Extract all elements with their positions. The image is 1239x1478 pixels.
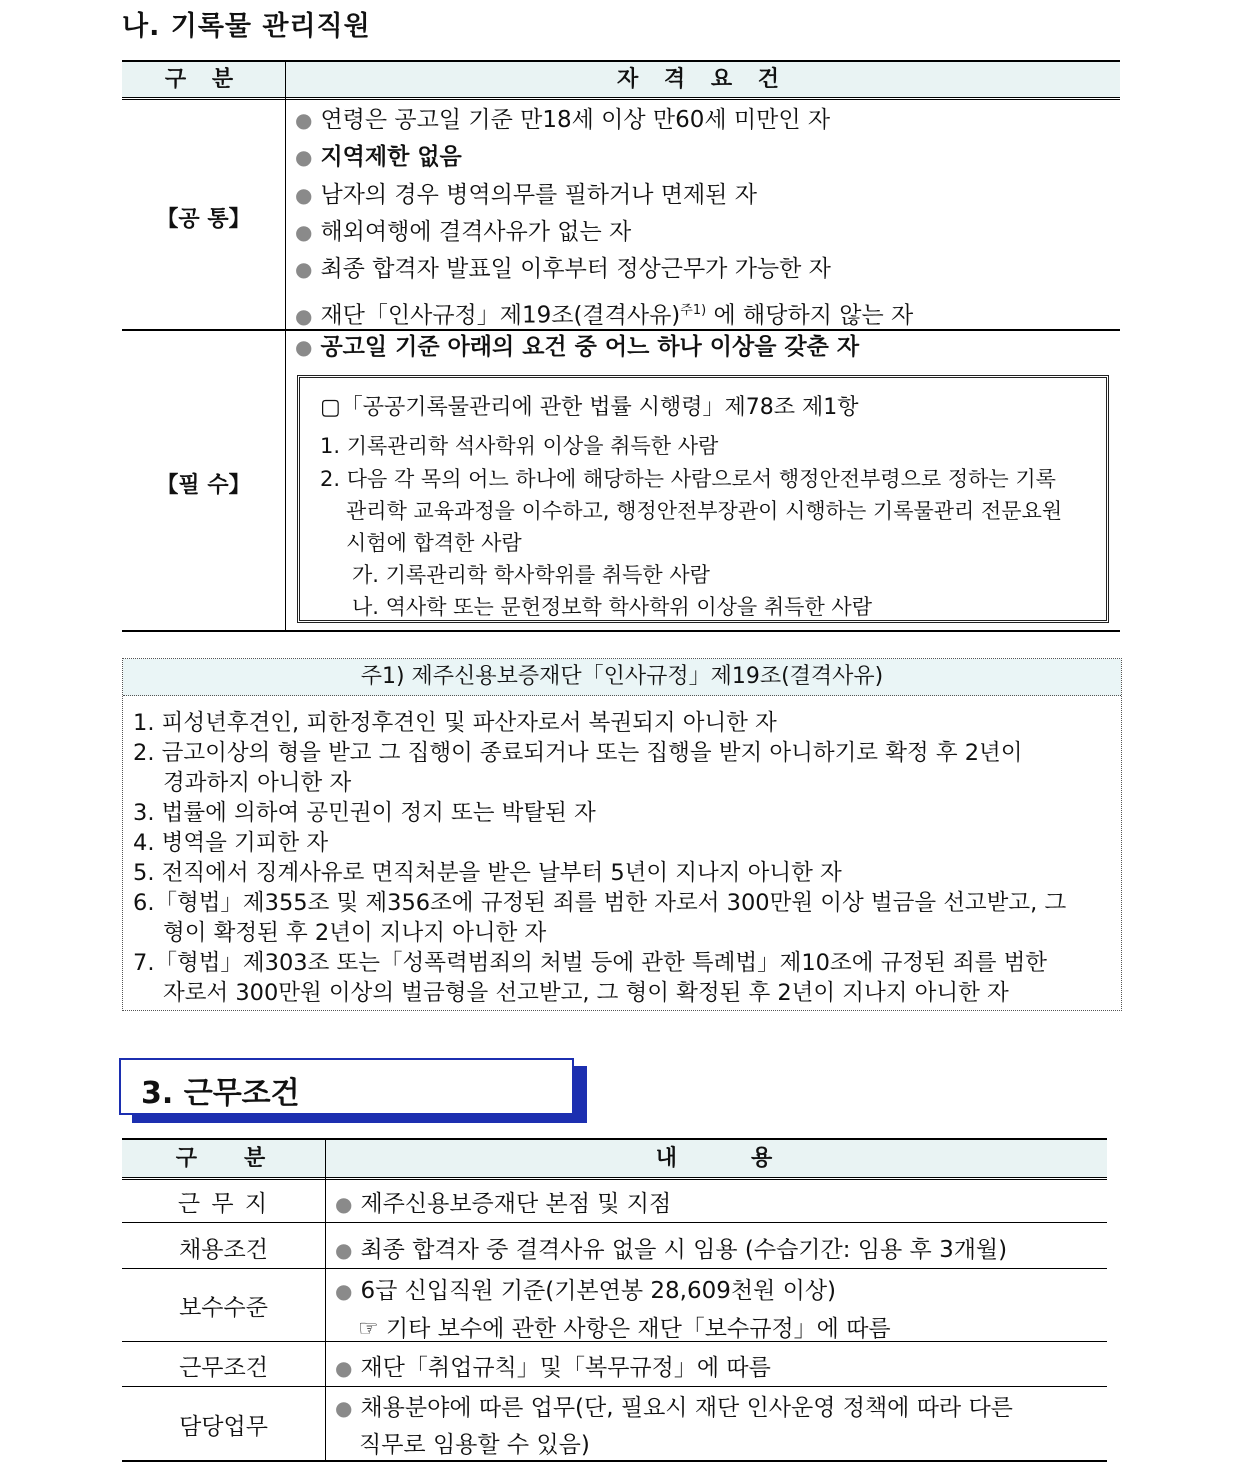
note-line: 5. 전직에서 징계사유로 면직처분을 받은 날부터 5년이 지나지 아니한 자: [133, 860, 842, 886]
required-intro: ● 공고일 기준 아래의 요건 중 어느 하나 이상을 갖춘 자: [295, 334, 860, 360]
row-label-location: 근 무 지: [177, 1191, 270, 1217]
common-item: ● 재단「인사규정」제19조(결격사유)$^{주1)}$ 에 해당하지 않는 자: [295, 302, 914, 329]
header-category: 구 분: [164, 67, 243, 92]
note-line: 경과하지 아니한 자: [163, 770, 352, 796]
law-item: 시험에 합격한 사람: [346, 531, 522, 555]
header-content: 내 용: [655, 1146, 777, 1171]
disqualification-note: [122, 658, 1122, 1011]
row-label-work: 근무조건: [179, 1355, 268, 1381]
row-label-duties: 담당업무: [179, 1414, 268, 1440]
common-item: ● 해외여행에 결격사유가 없는 자: [295, 219, 632, 245]
row-content: 직무로 임용할 수 있음): [359, 1432, 590, 1458]
common-item: ● 지역제한 없음: [295, 144, 462, 170]
work-conditions-table: [122, 1138, 1107, 1462]
qualification-table: [122, 60, 1120, 632]
row-content: ● 6급 신입직원 기준(기본연봉 28,609천원 이상): [335, 1278, 837, 1304]
law-box: [297, 375, 1109, 623]
row-label-hiring: 채용조건: [179, 1237, 268, 1263]
law-item: 1. 기록관리학 석사학위 이상을 취득한 사람: [320, 434, 719, 458]
row-content: ● 채용분야에 따른 업무(단, 필요시 재단 인사운영 정책에 따라 다른: [335, 1395, 1013, 1421]
note-line: 자로서 300만원 이상의 벌금형을 선고받고, 그 형이 확정된 후 2년이 지나지 아니한 자: [163, 980, 1009, 1006]
row-content: ● 최종 합격자 중 결격사유 없을 시 임용 (수습기간: 임용 후 3개월): [335, 1237, 1008, 1263]
header-requirements: 자 격 요 건: [617, 67, 788, 92]
footnote-ref: 주1): [680, 303, 707, 318]
note-line: 1. 피성년후견인, 피한정후견인 및 파산자로서 복권되지 아니한 자: [133, 710, 777, 736]
row-content: ● 제주신용보증재단 본점 및 지점: [335, 1191, 672, 1217]
law-item: 2. 다음 각 목의 어느 하나에 해당하는 사람으로서 행정안전부령으로 정하는 기록: [320, 467, 1056, 491]
row-label-required: 【필 수】: [156, 473, 251, 498]
note-line: 7.「형법」제303조 또는「성폭력범죄의 처벌 등에 관한 특례법」제10조에 규정된 죄를 범한: [133, 950, 1048, 976]
law-title: ▢「공공기록물관리에 관한 법률 시행령」제78조 제1항: [320, 395, 859, 420]
section-heading-box: [119, 1058, 574, 1115]
common-item: ● 최종 합격자 발표일 이후부터 정상근무가 가능한 자: [295, 256, 831, 282]
note-line: 6.「형법」제355조 및 제356조에 규정된 죄를 범한 자로서 300만원 이상 벌금을 선고받고, 그: [133, 890, 1067, 916]
common-item: ● 연령은 공고일 기준 만18세 이상 만60세 미만인 자: [295, 107, 831, 133]
common-item: ● 남자의 경우 병역의무를 필하거나 면제된 자: [295, 182, 757, 208]
section-heading: 나. 기록물 관리직원: [122, 11, 371, 42]
note-line: 형이 확정된 후 2년이 지나지 아니한 자: [163, 920, 547, 946]
law-item: 나. 역사학 또는 문헌정보학 학사학위 이상을 취득한 사람: [352, 595, 872, 619]
row-label-common: 【공 통】: [156, 207, 251, 232]
law-item: 관리학 교육과정을 이수하고, 행정안전부장관이 시행하는 기록물관리 전문요원: [346, 499, 1063, 523]
row-label-salary: 보수수준: [179, 1295, 268, 1321]
row-content: ● 재단「취업규칙」및「복무규정」에 따름: [335, 1355, 771, 1381]
note-line: 4. 병역을 기피한 자: [133, 830, 329, 856]
note-line: 3. 법률에 의하여 공민권이 정지 또는 박탈된 자: [133, 800, 596, 826]
header-category: 구 분: [175, 1146, 272, 1171]
row-content: ☞ 기타 보수에 관한 사항은 재단「보수규정」에 따름: [358, 1316, 891, 1342]
note-line: 2. 금고이상의 형을 받고 그 집행이 종료되거나 또는 집행을 받지 아니하기로 확정 후 2년이: [133, 740, 1023, 766]
section-heading: 3. 근무조건: [141, 1076, 300, 1111]
law-item: 가. 기록관리학 학사학위를 취득한 사람: [352, 563, 710, 587]
note-title: 주1) 제주신용보증재단「인사규정」제19조(결격사유): [123, 659, 1121, 696]
